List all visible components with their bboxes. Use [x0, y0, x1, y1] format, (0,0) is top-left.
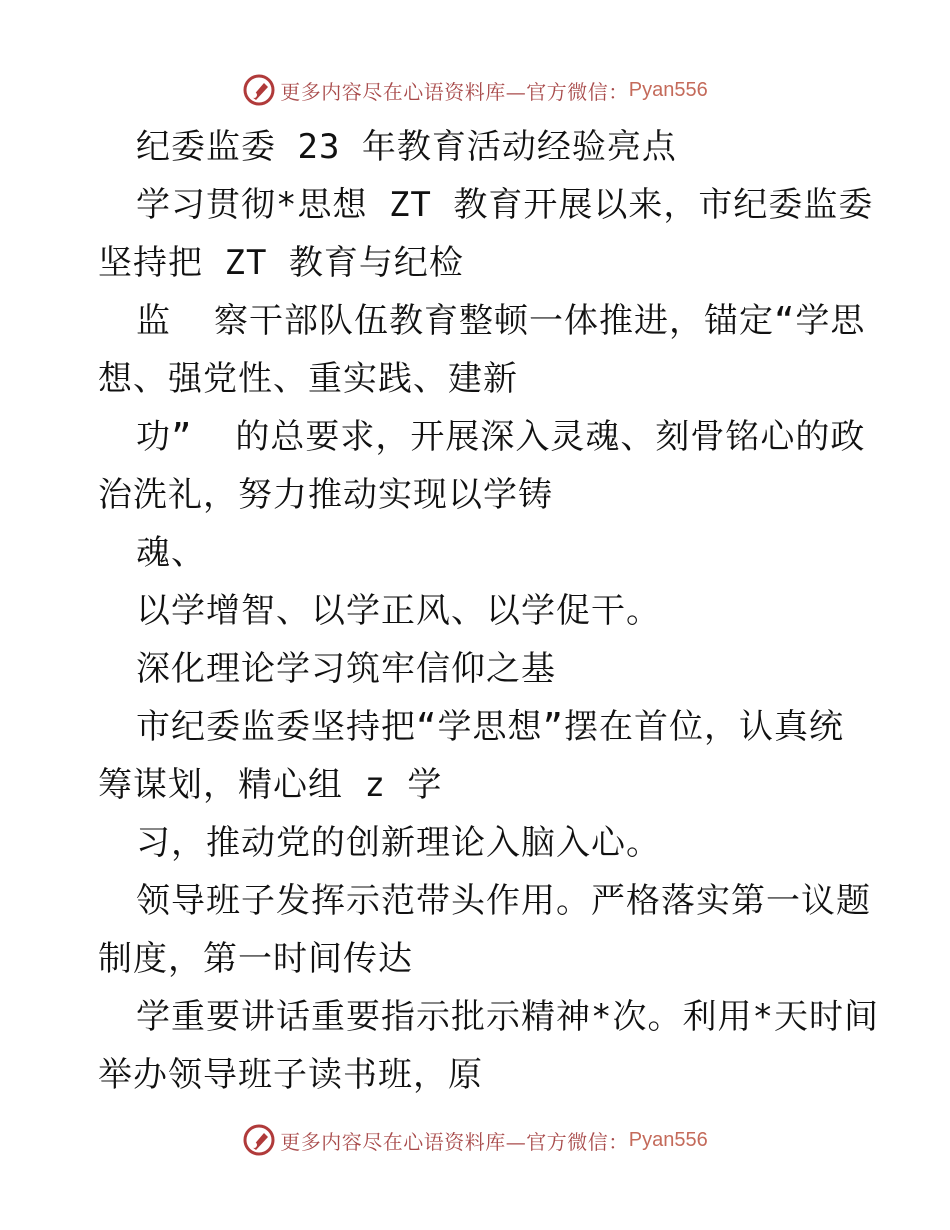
header-banner [0, 70, 950, 110]
doc-line: 举办领导班子读书班，原 [98, 1055, 483, 1095]
doc-title: 纪委监委 23 年教育活动经验亮点 [136, 127, 677, 167]
banner-text: 更多内容尽在心语资料库—官方微信： [280, 79, 629, 104]
doc-line: 功” 的总要求，开展深入灵魂、刻骨铭心的政 [136, 417, 866, 457]
doc-line: 想、强党性、重实践、建新 [98, 359, 518, 399]
section-heading: 深化理论学习筑牢信仰之基 [136, 649, 556, 689]
pen-nib-icon [242, 73, 276, 107]
footer-banner [0, 1120, 950, 1160]
doc-line: 监 察干部队伍教育整顿一体推进，锚定“学思 [136, 301, 866, 341]
doc-line: 领导班子发挥示范带头作用。严格落实第一议题 [136, 881, 871, 921]
document-body [98, 122, 879, 1108]
doc-line: 治洗礼，努力推动实现以学铸 [98, 475, 553, 515]
banner-text: 更多内容尽在心语资料库—官方微信： [280, 1129, 629, 1154]
doc-line: 制度，第一时间传达 [98, 939, 413, 979]
doc-line: 坚持把 ZT 教育与纪检 [98, 243, 464, 283]
doc-line: 学重要讲话重要指示批示精神*次。利用*天时间 [136, 997, 879, 1037]
banner-wechat-id: Pyan556 [628, 78, 708, 101]
doc-line: 筹谋划，精心组 z 学 [98, 765, 443, 805]
doc-line: 以学增智、以学正风、以学促干。 [136, 591, 661, 631]
doc-line: 习，推动党的创新理论入脑入心。 [136, 823, 661, 863]
doc-line: 魂、 [136, 533, 206, 573]
doc-line: 学习贯彻*思想 ZT 教育开展以来，市纪委监委 [136, 185, 874, 225]
banner-wechat-id: Pyan556 [628, 1128, 708, 1151]
doc-line: 市纪委监委坚持把“学思想”摆在首位，认真统 [136, 707, 844, 747]
pen-nib-icon [242, 1123, 276, 1157]
